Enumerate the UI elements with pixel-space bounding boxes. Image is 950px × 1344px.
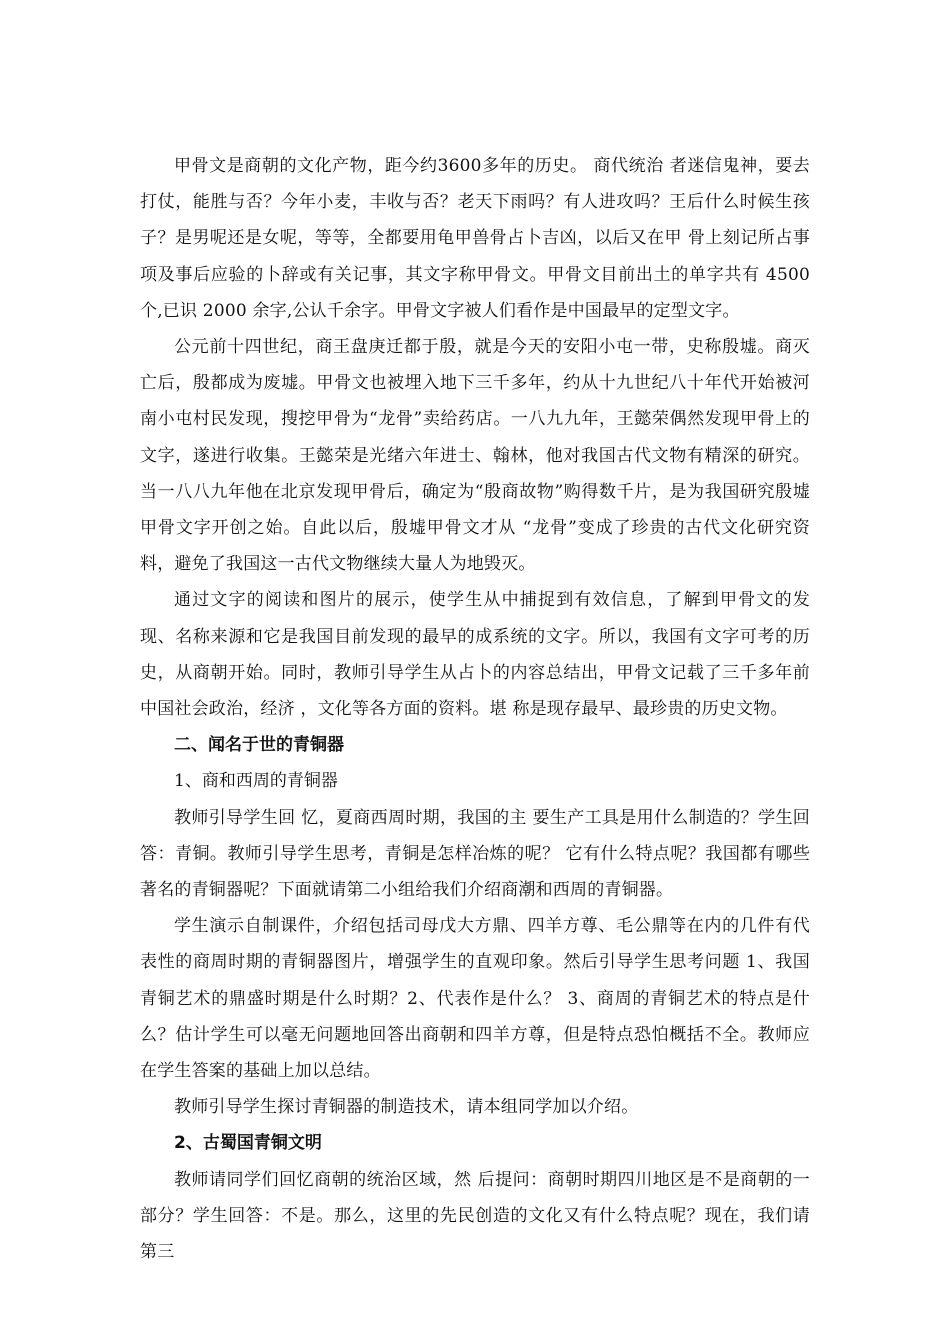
section-heading-bronze: 二、闻名于世的青铜器 xyxy=(174,735,344,756)
paragraph-yinxu-discovery: 公元前十四世纪，商王盘庚迁都于殷，就是今天的安阳小屯一带，史称殷墟。商灭亡后，殷都成为废墟。甲骨文也被埋入地下三千多年，约从十九世纪八十年代开始被河南小屯村民发现，搜挖甲骨为“龙骨”卖给药店。一八九九年，王懿荣偶然发现甲骨上的文字，遂进行收集。王懿荣是光绪六年进士、翰林，他对我国古代文物有精深的研究。当一八八九年他在北京发现甲骨后，确定为“殷商故物”购得数千片，是为我国研究殷墟甲骨文字开创之始。自此以后，殷墟甲骨文才从 “龙骨”变成了珍贵的古代文化研究资料，避免了我国这一古代文物继续大量人为地毁灭。 xyxy=(140,337,810,575)
paragraph-teaching-summary: 通过文字的阅读和图片的展示，使学生从中捕捉到有效信息，了解到甲骨文的发现、名称来源和它是我国目前发现的最早的成系统的文字。所以，我国有文字可考的历史，从商朝开始。同时，教师引导学生从占卜的内容总结出，甲骨文记载了三千多年前中国社会政治，经济 ，文化等各方面的资料。堪 称是现存最早、最珍贵的历史文物。 xyxy=(140,590,810,720)
subheading-shu-bronze: 2、古蜀国青铜文明 xyxy=(174,1133,322,1154)
paragraph-student-presentation: 学生演示自制课件，介绍包括司母戊大方鼎、四羊方尊、毛公鼎等在内的几件有代表性的商周时期的青铜器图片，增强学生的直观印象。然后引导学生思考问题 1、我国青铜艺术的鼎盛时期是什么时期？2、代表作是什么？ 3、商周的青铜艺术的特点是什么？估计学生可以毫无问题地回答出商朝和四羊方尊，但是特点恐怕概括不全。教师应在学生答案的基础上加以总结。 xyxy=(140,916,810,1082)
paragraph-oracle-bone-intro: 甲骨文是商朝的文化产物，距今约3600多年的历史。 商代统治 者迷信鬼神，要去打仗，能胜与否？今年小麦，丰收与否？老天下雨吗？有人进攻吗？王后什么时候生孩子？是男呢还是女呢，等等，全都要用龟甲兽骨占卜吉凶，以后又在甲 骨上刻记所占事项及事后应验的卜辞或有关记事，其文字称甲骨文。甲骨文目前出土的单字共有 4500 个,已识 2000 余字,公认千余字。甲骨文字被人们看作是中国最早的定型文字。 xyxy=(140,156,810,321)
subheading-shang-zhou-bronze: 1、商和西周的青铜器 xyxy=(174,771,338,792)
paragraph-shu-question: 教师请同学们回忆商朝的统治区域，然 后提问：商朝时期四川地区是不是商朝的一部分？学生回答：不是。那么，这里的先民创造的文化又有什么特点呢？现在，我们请第三 xyxy=(140,1169,810,1263)
paragraph-bronze-technique: 教师引导学生探讨青铜器的制造技术，请本组同学加以介绍。 xyxy=(174,1097,639,1118)
paragraph-bronze-questions: 教师引导学生回 忆，夏商西周时期，我国的主 要生产工具是用什么制造的？学生回答：青铜。教师引导学生思考，青铜是怎样冶炼的呢？ 它有什么特点呢？我国都有哪些著名的青铜器呢？下面就请第二小组给我们介绍商潮和西周的青铜器。 xyxy=(140,807,810,901)
